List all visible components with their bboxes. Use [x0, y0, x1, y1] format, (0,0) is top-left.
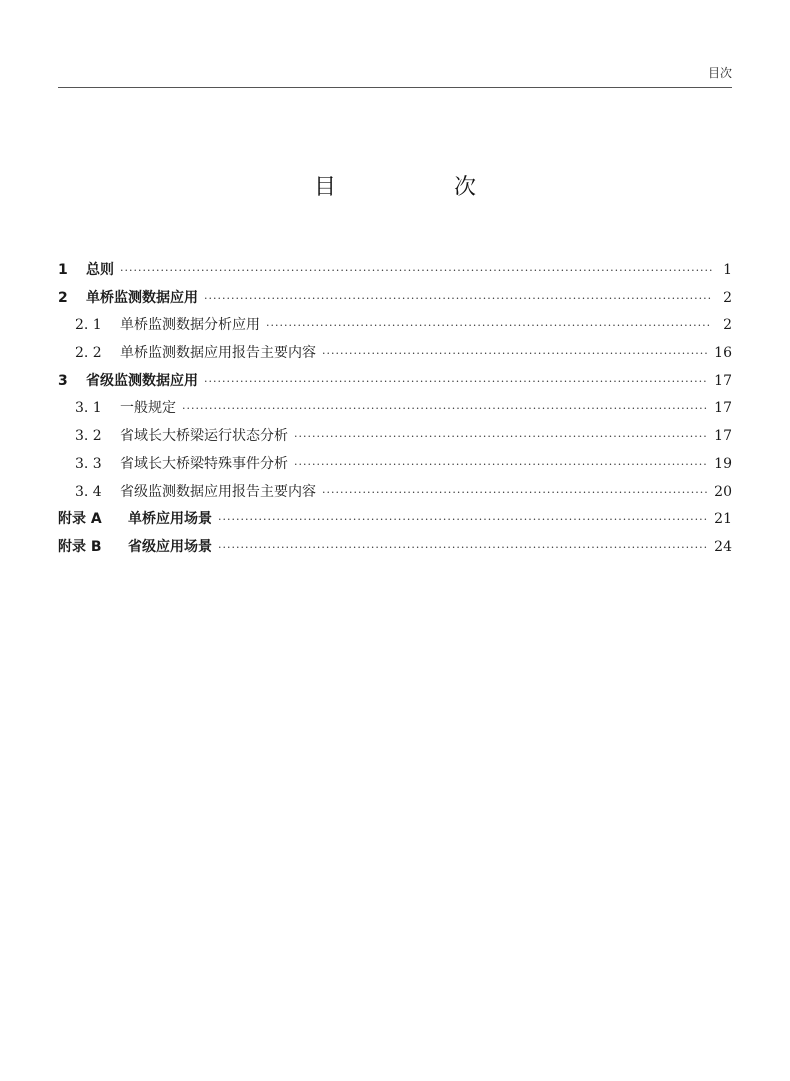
toc-subentry[interactable]	[58, 312, 732, 340]
toc-entry-number: 2	[58, 289, 68, 306]
toc-entry-number: 3. 4	[75, 483, 102, 500]
toc-appendix-entry[interactable]	[58, 534, 732, 562]
dot-leader	[322, 340, 708, 368]
toc-entry[interactable]	[58, 285, 732, 313]
toc-entry-label: 单桥监测数据分析应用	[120, 317, 260, 334]
toc-entry-page: 20	[714, 483, 732, 500]
toc-entry-number: 2. 2	[75, 345, 102, 362]
dot-leader	[120, 257, 712, 285]
page-title: 目 次	[313, 175, 524, 200]
dot-leader	[182, 395, 708, 423]
toc-entry-label: 一般规定	[120, 400, 176, 417]
toc-entry-label: 单桥监测数据应用报告主要内容	[120, 345, 316, 362]
toc-entry-page: 1	[723, 262, 732, 278]
toc-entry-page: 24	[714, 538, 732, 555]
dot-leader	[322, 479, 708, 507]
toc-entry-label: 省级监测数据应用	[86, 372, 198, 389]
toc-entry-number: 3. 3	[75, 455, 102, 472]
toc-entry-page: 16	[714, 345, 732, 362]
toc-appendix-entry[interactable]	[58, 506, 732, 534]
toc-entry-number: 2. 1	[75, 317, 102, 334]
header-rule	[58, 87, 732, 88]
toc-entry-number: 附录 A	[58, 511, 102, 528]
toc-entry-label: 省域长大桥梁特殊事件分析	[120, 455, 288, 472]
dot-leader	[294, 451, 708, 479]
dot-leader	[218, 534, 708, 562]
dot-leader	[204, 285, 712, 313]
toc-entry-label: 单桥应用场景	[128, 511, 212, 528]
toc-entry-label: 省域长大桥梁运行状态分析	[120, 428, 288, 445]
running-head: 目次	[707, 66, 732, 80]
dot-leader	[218, 506, 708, 534]
dot-leader	[266, 312, 712, 340]
toc-entry-label: 总则	[86, 262, 114, 278]
toc-subentry[interactable]	[58, 395, 732, 423]
toc-subentry[interactable]	[58, 340, 732, 368]
toc-subentry[interactable]	[58, 479, 732, 507]
toc-entry-number: 1	[58, 262, 68, 278]
toc-entry-number: 3. 1	[75, 400, 102, 417]
table-of-contents	[58, 257, 732, 562]
toc-entry-page: 19	[714, 455, 732, 472]
toc-entry[interactable]	[58, 257, 732, 285]
toc-entry[interactable]	[58, 368, 732, 396]
toc-entry-number: 3. 2	[75, 428, 102, 445]
toc-entry-label: 单桥监测数据应用	[86, 289, 198, 306]
toc-entry-page: 17	[714, 400, 732, 417]
toc-entry-number: 3	[58, 372, 68, 389]
dot-leader	[204, 368, 708, 396]
toc-entry-page: 2	[723, 289, 732, 306]
toc-entry-label: 省级监测数据应用报告主要内容	[120, 483, 316, 500]
toc-subentry[interactable]	[58, 451, 732, 479]
dot-leader	[294, 423, 708, 451]
toc-subentry[interactable]	[58, 423, 732, 451]
toc-entry-page: 17	[714, 428, 732, 445]
toc-entry-page: 21	[714, 511, 732, 528]
toc-entry-page: 2	[723, 317, 732, 334]
toc-entry-page: 17	[714, 372, 732, 389]
toc-entry-label: 省级应用场景	[128, 538, 212, 555]
toc-entry-number: 附录 B	[58, 538, 102, 555]
